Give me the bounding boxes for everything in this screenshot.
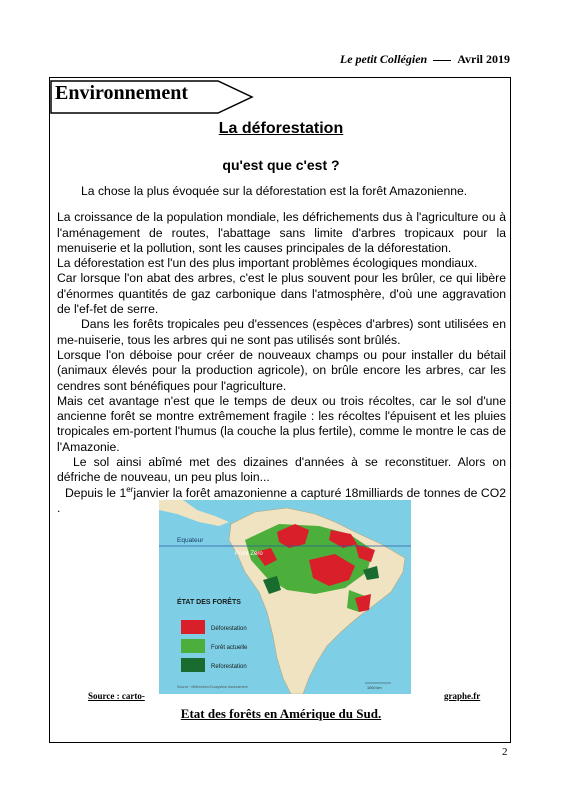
forest-map [159, 500, 411, 694]
paragraph: La chose la plus évoquée sur la déforestation est la forêt Amazonienne. [81, 184, 468, 198]
page-number: 2 [502, 746, 508, 758]
paragraph: La déforestation est l'un des plus important problèmes écologiques mondiaux. [57, 256, 478, 271]
zero-point-label: Point Zéro [235, 551, 263, 557]
legend-label: Déforestation [211, 626, 247, 632]
paragraph: La croissance de la population mondiale, les défrichements dus à l'agriculture ou à l'aménagement de routes, l'abattage sans limite d'arbres tropicaux pour la menuiserie et la pollution, sont les causes principales de la déforestation. [57, 210, 506, 255]
legend-swatch-forest [181, 639, 205, 653]
last-line-end: janvier la forêt amazonienne a capturé 18milliards de tonnes de CO2 . [57, 485, 506, 515]
paragraph: Le sol ainsi abîmé met des dizaines d'années à se reconstituer. Alors on défriche de nouveau, un peu plus loin... [57, 455, 506, 485]
legend-label: Reforestation [211, 664, 247, 670]
scale-label: 1000 km [367, 686, 382, 690]
article-subtitle: qu'est que c'est ? [222, 157, 340, 173]
source-right: graphe.fr [444, 691, 481, 701]
source-left: Source : carto- [88, 691, 145, 701]
section-tab [50, 80, 255, 119]
last-line-start: Depuis le 1 [65, 485, 127, 500]
equator-label: Equateur [177, 537, 204, 544]
figure-caption: Etat des forêts en Amérique du Sud. [180, 706, 382, 721]
paragraph: Car lorsque l'on abat des arbres, c'est le plus souvent pour les brûler, ce qui libère d'énormes quantités de gaz carbonique dans l'atmosphère, d'où une aggravation de l'ef-fet de serre. [57, 271, 506, 317]
paragraph: Lorsque l'on déboise pour créer de nouveaux champs ou pour installer du bétail (animaux élevés pour la production agricole), on brûle encore les arbres, car les cendres sont bénéfiques pour l'agriculture. [57, 347, 506, 393]
paragraph: Dans les forêts tropicales peu d'essences (espèces d'arbres) sont utilisées en me-nuiserie, tous les arbres qui ne sont pas utilisés sont brûlés. [57, 317, 506, 347]
legend-swatch-deforestation [181, 620, 205, 634]
legend-swatch-reforestation [181, 658, 205, 672]
article-title: La déforestation [218, 120, 344, 137]
legend-label: Forêt actuelle [211, 645, 248, 651]
legend-title: ÉTAT DES FORÊTS [177, 599, 241, 606]
header-dash [433, 60, 451, 61]
paragraph: Mais cet avantage n'est que le temps de deux ou trois récoltes, car le sol d'une ancienne forêt se montre extrêmement fragile : les récoltes l'épuisent et les pluies tropicales em-portent l'humus (la couche la plus fertile), comme le montre le cas de l'Amazonie. [57, 393, 506, 454]
brand-name: Le petit Collégien [339, 52, 428, 66]
map-source-note: Source : Millennium Ecosystem Assessment [177, 685, 248, 689]
article-body [57, 184, 506, 516]
page-header [340, 52, 510, 67]
superscript-er: er [126, 484, 134, 494]
issue-date: Avril 2019 [457, 52, 510, 66]
section-tab-label: Environnement [55, 82, 188, 104]
